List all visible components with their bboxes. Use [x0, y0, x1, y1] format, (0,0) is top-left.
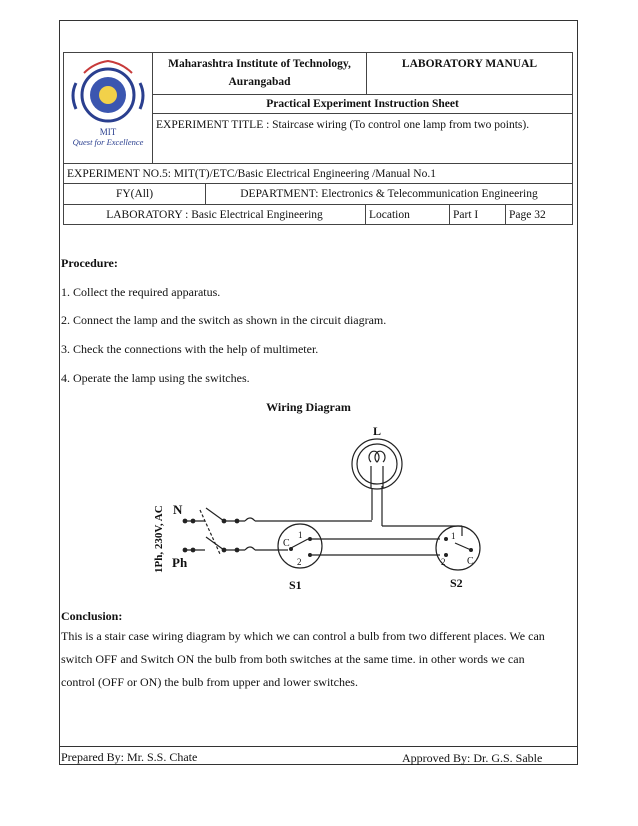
prepared-by: Prepared By: Mr. S.S. Chate [61, 750, 198, 764]
part-cell [449, 204, 506, 225]
location-label: Location [369, 209, 410, 221]
laboratory-cell [63, 204, 366, 225]
s1-terminal-1: 1 [298, 530, 303, 540]
fy-label: FY(All) [115, 188, 154, 200]
procedure-step-3: 3. Check the connections with the help of multimeter. [61, 342, 319, 356]
manual-label-cell [366, 52, 573, 95]
s1-terminal-c: C [283, 538, 290, 549]
procedure-step-4: 4. Operate the lamp using the switches. [61, 371, 250, 385]
procedure-step-1: 1. Collect the required apparatus. [61, 285, 221, 299]
experiment-title: EXPERIMENT TITLE : Staircase wiring (To control one lamp from two points). [156, 119, 530, 131]
department-label: DEPARTMENT: Electronics & Telecommunication Engineering [240, 188, 538, 200]
experiment-no-cell [63, 163, 573, 184]
s1-terminal-2: 2 [297, 557, 302, 567]
s2-terminal-2: 2 [441, 557, 446, 567]
experiment-no: EXPERIMENT NO.5: MIT(T)/ETC/Basic Electrical Engineering /Manual No.1 [67, 168, 436, 180]
department-cell [205, 183, 573, 205]
s2-terminal-1: 1 [451, 531, 456, 541]
conclusion-heading: Conclusion: [61, 609, 123, 623]
page-label: Page 32 [509, 209, 546, 221]
wiring-diagram [140, 418, 500, 598]
procedure-step-2: 2. Connect the lamp and the switch as shown in the circuit diagram. [61, 313, 387, 327]
diagram-title: Wiring Diagram [266, 400, 351, 414]
logo-cell [63, 52, 153, 164]
procedure-heading: Procedure: [61, 256, 118, 270]
location-cell [365, 204, 450, 225]
sheet-title: Practical Experiment Instruction Sheet [266, 98, 459, 110]
institute-city: Aurangabad [228, 76, 291, 88]
logo-tagline: Quest for Excellence [72, 137, 144, 147]
switch1-label: S1 [289, 578, 302, 592]
conclusion-line-3: control (OFF or ON) the bulb from upper and lower switches. [61, 675, 358, 689]
footer-divider [59, 746, 578, 747]
lamp-label: L [373, 424, 382, 438]
laboratory-label: LABORATORY : Basic Electrical Engineering [106, 209, 323, 221]
conclusion-line-2: switch OFF and Switch ON the bulb from both switches at the same time. in other words we can [61, 652, 525, 666]
institute-name: Maharashtra Institute of Technology, [168, 58, 351, 70]
conclusion-line-1: This is a stair case wiring diagram by which we can control a bulb from two different places. We can [61, 629, 545, 643]
manual-label: LABORATORY MANUAL [401, 58, 538, 70]
fy-cell [63, 183, 206, 205]
phase-label: Ph [172, 555, 188, 570]
sheet-title-cell [152, 94, 573, 114]
approved-by: Approved By: Dr. G.S. Sable [402, 751, 543, 765]
experiment-title-cell [152, 113, 573, 164]
neutral-label: N [173, 502, 183, 517]
switch2-label: S2 [450, 576, 463, 590]
logo-text: MIT [99, 127, 117, 137]
part-label: Part I [453, 209, 479, 221]
page-cell [505, 204, 573, 225]
institute-cell [152, 52, 367, 95]
supply-label: 1Ph, 230V, AC [153, 505, 165, 573]
s2-terminal-c: C [467, 556, 474, 567]
